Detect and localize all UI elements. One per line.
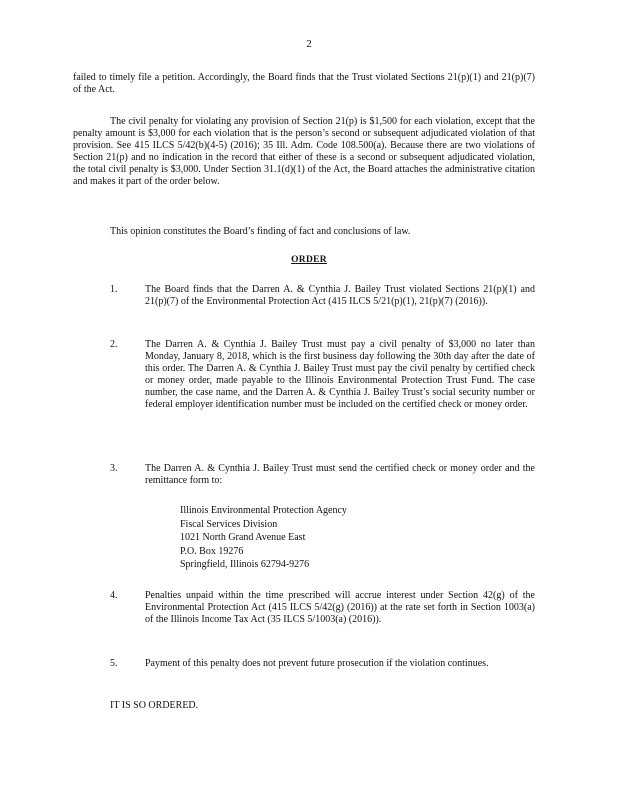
paragraph-opinion-statement: This opinion constitutes the Board’s finding of fact and conclusions of law. bbox=[110, 226, 411, 237]
order-item-number: 1. bbox=[110, 284, 118, 295]
order-item-text: The Darren A. & Cynthia J. Bailey Trust must send the certified check or money order and the remittance form to: bbox=[145, 463, 535, 486]
closing-statement: IT IS SO ORDERED. bbox=[110, 700, 199, 711]
order-item-number: 3. bbox=[110, 463, 118, 474]
address-line: 1021 North Grand Avenue East bbox=[180, 532, 306, 543]
order-item-text: Payment of this penalty does not prevent future prosecution if the violation continues. bbox=[145, 658, 489, 669]
order-item-number: 2. bbox=[110, 339, 118, 350]
remittance-address bbox=[180, 504, 347, 572]
address-line: Illinois Environmental Protection Agency bbox=[180, 505, 347, 516]
paragraph-finding-petition: failed to timely file a petition. Accordingly, the Board finds that the Trust violated Sections 21(p)(1) and 21(p)(7) of the Act. bbox=[73, 72, 535, 95]
page-number: 2 bbox=[306, 38, 312, 50]
address-line: Springfield, Illinois 62794-9276 bbox=[180, 559, 310, 570]
address-line: Fiscal Services Division bbox=[180, 518, 278, 530]
address-line: P.O. Box 19276 bbox=[180, 545, 244, 557]
order-item-number: 5. bbox=[110, 658, 118, 669]
paragraph-civil-penalty: The civil penalty for violating any provision of Section 21(p) is $1,500 for each violation, except that the penalty amount is $3,000 for each violation that is the person’s second or subsequent adjudicated violation of that provision. See 415 ILCS 5/42(b)(4-5) (2016); 35 Ill. Adm. Code 108.500(a). Because there are two violations of Section 21(p) and no indication in the record that either of these is a second or subsequent adjudicated violation, the total civil penalty is $3,000. Under Section 31.1(d)(1) of the Act, the Board attaches the administrative citation and makes it part of the order below. bbox=[73, 116, 535, 187]
order-item-text: The Darren A. & Cynthia J. Bailey Trust must pay a civil penalty of $3,000 no later than Monday, January 8, 2018, which is the first business day following the 30th day after the date of this order. The Darren A. & Cynthia J. Bailey Trust must pay the civil penalty by certified check or money order, made payable to the Illinois Environmental Protection Trust Fund. The case number, the case name, and the Darren A. & Cynthia J. Bailey Trust’s social security number or federal employer identification number must be included on the certified check or money order. bbox=[145, 339, 535, 410]
order-heading: ORDER bbox=[291, 255, 327, 265]
order-item-text: The Board finds that the Darren A. & Cynthia J. Bailey Trust violated Sections 21(p)(1) and 21(p)(7) of the Environmental Protection Act (415 ILCS 5/21(p)(1), 21(p)(7) (2016)). bbox=[145, 284, 535, 307]
order-item-text: Penalties unpaid within the time prescribed will accrue interest under Section 42(g) of the Environmental Protection Act (415 ILCS 5/42(g) (2016)) at the rate set forth in Section 1003(a) of the Illinois Income Tax Act (35 ILCS 5/1003(a) (2016)). bbox=[145, 590, 535, 625]
order-item-number: 4. bbox=[110, 590, 118, 601]
